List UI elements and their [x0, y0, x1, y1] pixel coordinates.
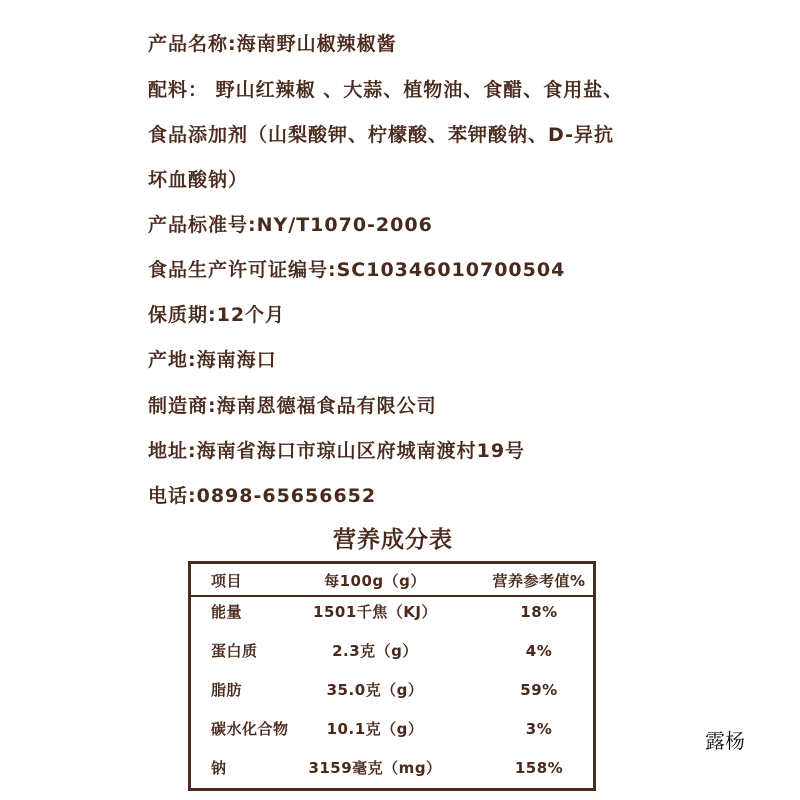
row-item: 脂肪	[211, 681, 243, 699]
row-nrv: 59%	[520, 681, 558, 699]
row-item: 蛋白质	[211, 642, 258, 660]
ingredients-line-1: 配料： 野山红辣椒 、大蒜、植物油、食醋、食用盐、	[148, 79, 624, 101]
row-nrv: 4%	[525, 642, 553, 660]
nutrition-table	[188, 561, 596, 791]
origin: 产地:海南海口	[148, 349, 277, 371]
signature: 露杨	[705, 729, 745, 753]
ingredients-line-2: 食品添加剂（山梨酸钾、柠檬酸、苯钾酸钠、D-异抗	[148, 124, 615, 146]
row-nrv: 18%	[520, 603, 558, 621]
row-amount: 2.3克（g）	[332, 642, 418, 660]
nutrition-table-title: 营养成分表	[333, 527, 453, 553]
shelf-life: 保质期:12个月	[148, 304, 286, 326]
header-nrv: 营养参考值%	[492, 572, 586, 590]
header-per100g: 每100g（g）	[324, 572, 426, 590]
product-name: 产品名称:海南野山椒辣椒酱	[148, 33, 397, 55]
ingredients-line-3: 坏血酸钠）	[148, 169, 249, 191]
row-item: 碳水化合物	[211, 720, 289, 738]
product-standard: 产品标准号:NY/T1070-2006	[148, 214, 433, 236]
address: 地址:海南省海口市琼山区府城南渡村19号	[148, 440, 526, 462]
row-amount: 10.1克（g）	[326, 720, 424, 738]
row-nrv: 3%	[525, 720, 553, 738]
phone: 电话:0898-65656652	[148, 485, 377, 507]
row-amount: 3159毫克（mg）	[308, 759, 442, 777]
production-license: 食品生产许可证编号:SC10346010700504	[148, 259, 566, 281]
row-amount: 1501千焦（KJ）	[313, 603, 437, 621]
row-amount: 35.0克（g）	[326, 681, 424, 699]
header-item: 项目	[211, 572, 243, 590]
manufacturer: 制造商:海南恩德福食品有限公司	[148, 395, 437, 417]
row-item: 能量	[211, 603, 243, 621]
header-rule	[191, 595, 593, 597]
row-item: 钠	[211, 759, 227, 777]
row-nrv: 158%	[514, 759, 564, 777]
